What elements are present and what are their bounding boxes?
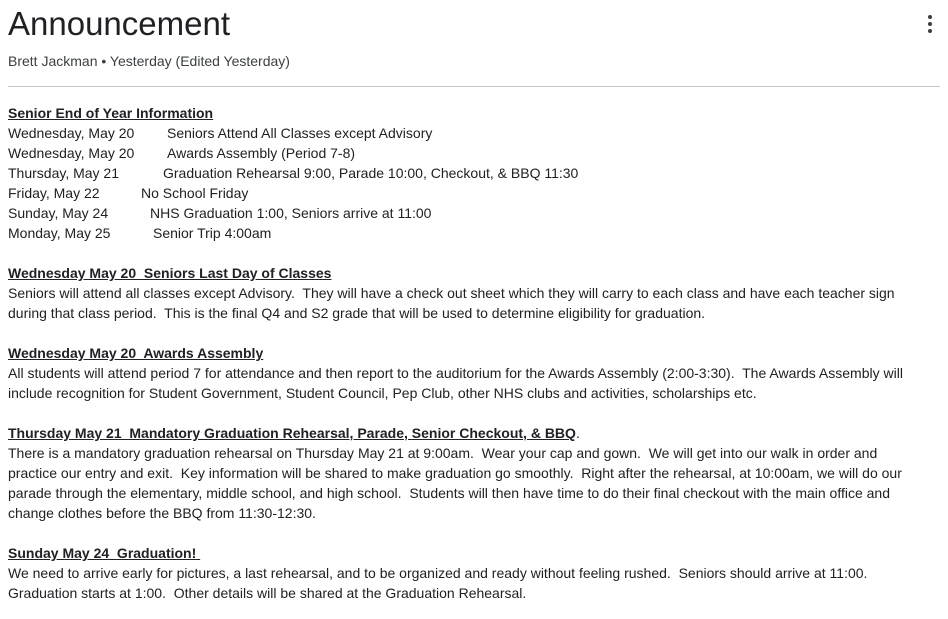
section-heading: Sunday May 24 Graduation! (8, 545, 201, 561)
schedule-day: Thursday, May 21 (8, 165, 120, 181)
more-vert-icon (928, 15, 932, 19)
section-text-line: There is a mandatory graduation rehearsal on Thursday May 21 at 9:00am. Wear your cap and gown. We will get into our walk in order and (8, 445, 878, 461)
schedule-event: NHS Graduation 1:00, Seniors arrive at 11:00 (150, 205, 432, 221)
section-heading: Wednesday May 20 Awards Assembly (8, 345, 264, 361)
section-text-line: We need to arrive early for pictures, a last rehearsal, and to be organized and ready without feeling rushed. Seniors should arrive at 11:00. (8, 565, 868, 581)
more-vert-icon-dot (928, 22, 932, 26)
announcement-body (8, 103, 940, 603)
spacer (8, 403, 940, 423)
section-heading: Thursday May 21 Mandatory Graduation Rehearsal, Parade, Senior Checkout, & BBQ (8, 425, 576, 441)
spacer (8, 323, 940, 343)
schedule-day: Sunday, May 24 (8, 205, 109, 221)
section-text-line: during that class period. This is the final Q4 and S2 grade that will be used to determine eligibility for graduation. (8, 305, 706, 321)
section-text-line: change clothes before the BBQ from 11:30-12:30. (8, 505, 316, 521)
spacer (8, 523, 940, 543)
spacer (8, 243, 940, 263)
schedule-row (8, 163, 940, 183)
section-text-line: Graduation starts at 1:00. Other details will be shared at the Graduation Rehearsal. (8, 585, 527, 601)
more-options-button[interactable] (918, 12, 942, 36)
schedule-day: Friday, May 22 (8, 185, 100, 201)
schedule-day: Wednesday, May 20 (8, 125, 135, 141)
schedule-row (8, 183, 940, 203)
schedule-event: Awards Assembly (Period 7-8) (167, 145, 356, 161)
schedule-row (8, 203, 940, 223)
schedule-event: Senior Trip 4:00am (153, 225, 272, 241)
section-heading-suffix: . (575, 425, 580, 441)
section-heading: Wednesday May 20 Seniors Last Day of Classes (8, 265, 332, 281)
header-divider (8, 86, 940, 87)
schedule-row (8, 143, 940, 163)
page-title: Announcement (8, 5, 230, 42)
section-text-line: include recognition for Student Government, Student Council, Pep Club, other NHS clubs and activities, scholarships etc. (8, 385, 757, 401)
schedule-event: Graduation Rehearsal 9:00, Parade 10:00, Checkout, & BBQ 11:30 (163, 165, 579, 181)
section-text-line: practice our entry and exit. Key information will be shared to make graduation go smoothly. Right after the rehearsal, at 10:00am, we will do our (8, 465, 902, 481)
section-text-line: All students will attend period 7 for attendance and then report to the auditorium for the Awards Assembly (2:00-3:30). The Awards Assembly will (8, 365, 903, 381)
schedule-row (8, 123, 940, 143)
section-text-line: parade through the elementary, middle school, and high school. Students will then have time to do their final checkout with the main office and (8, 485, 891, 501)
section-text-line: Seniors will attend all classes except Advisory. They will have a check out sheet which they will carry to each class and have each teacher sign (8, 285, 895, 301)
schedule-row (8, 223, 940, 243)
schedule-day: Wednesday, May 20 (8, 145, 135, 161)
schedule-day: Monday, May 25 (8, 225, 111, 241)
schedule-event: Seniors Attend All Classes except Advisory (167, 125, 433, 141)
post-meta: Brett Jackman • Yesterday (Edited Yesterday) (8, 53, 290, 69)
schedule-heading: Senior End of Year Information (8, 105, 214, 121)
more-vert-icon-dot (928, 29, 932, 33)
schedule-event: No School Friday (141, 185, 249, 201)
section-heading-row (8, 423, 940, 443)
